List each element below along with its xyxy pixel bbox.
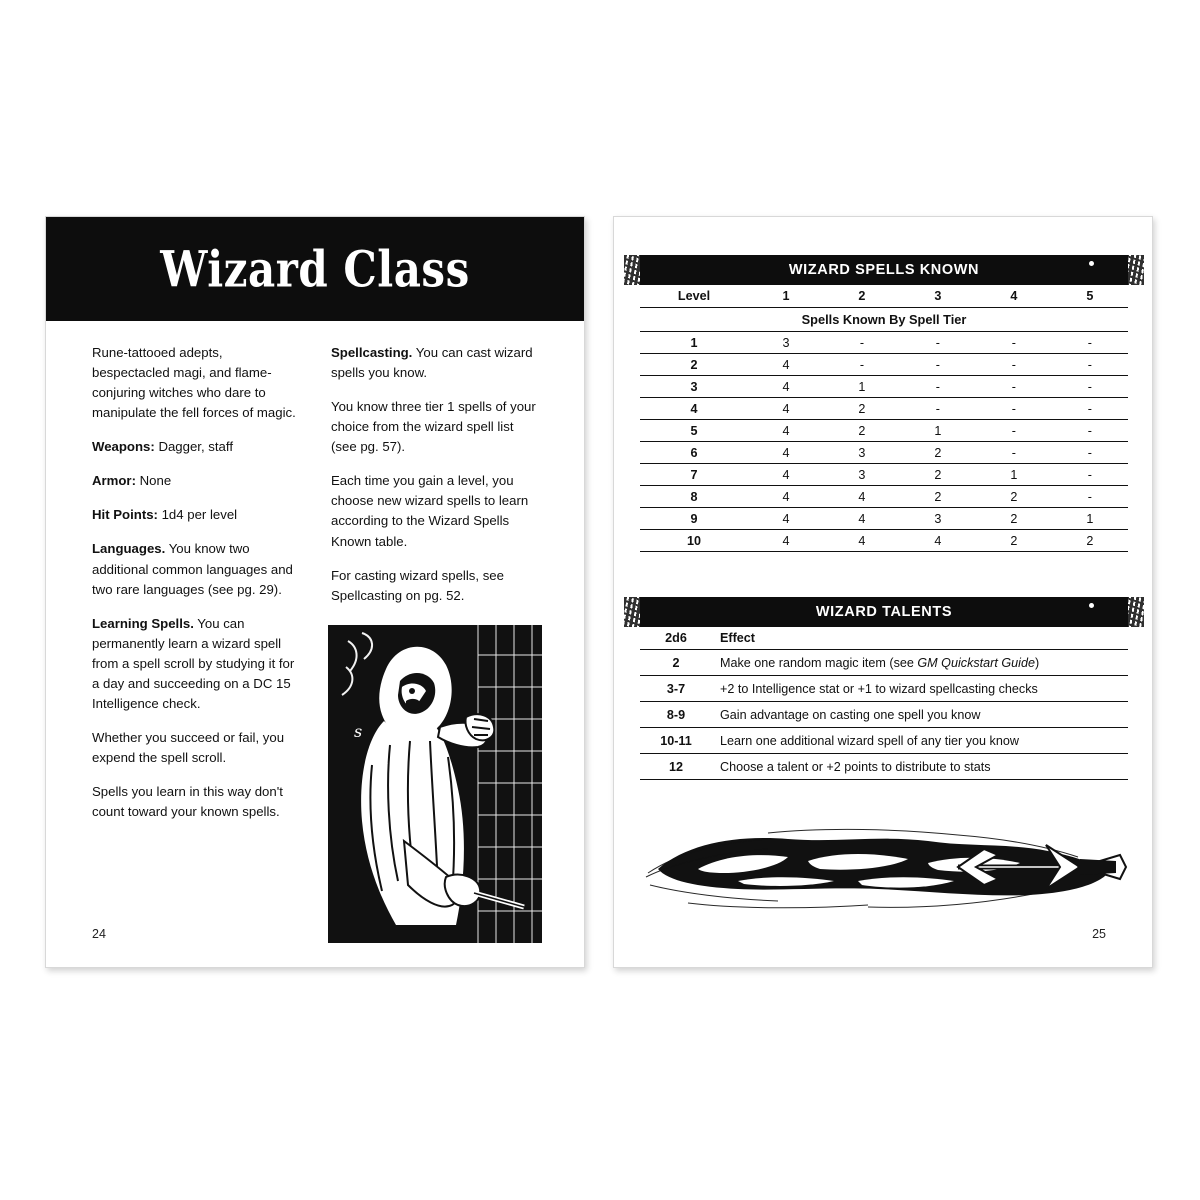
cell-tier2: 3 (824, 442, 900, 464)
cell-level: 6 (640, 442, 748, 464)
hit-points-value: 1d4 per level (157, 507, 238, 523)
cell-tier2: 4 (824, 508, 900, 530)
scroll-expend-paragraph: Whether you succeed or fail, you expend the spell scroll. (92, 729, 285, 765)
table-row (640, 754, 1128, 780)
cell-tier2: 4 (824, 486, 900, 508)
cell-tier1: 4 (748, 486, 824, 508)
page-number-right: 25 (1092, 927, 1106, 941)
cell-effect: Make one random magic item (see GM Quickstart Guide) (712, 650, 1128, 676)
armor-line (92, 471, 303, 491)
cell-roll: 2 (640, 650, 712, 676)
cell-tier1: 4 (748, 354, 824, 376)
cell-tier4: - (976, 354, 1052, 376)
spells-known-table (640, 285, 1128, 552)
spellcasting-label: Spellcasting. (331, 345, 413, 360)
learning-spells-label: Learning Spells. (92, 615, 194, 631)
cell-tier2: 4 (824, 530, 900, 552)
table-row (640, 464, 1128, 486)
table-row (640, 420, 1128, 442)
left-page (45, 216, 585, 968)
spells-table-head-row (640, 285, 1128, 308)
cell-tier5: - (1052, 464, 1128, 486)
cell-tier2: - (824, 354, 900, 376)
cell-tier1: 4 (748, 508, 824, 530)
svg-text:s: s (380, 756, 389, 775)
col-tier-5: 5 (1052, 285, 1128, 308)
cell-tier5: - (1052, 486, 1128, 508)
cell-tier3: 2 (900, 464, 976, 486)
cell-tier4: - (976, 442, 1052, 464)
cell-level: 3 (640, 376, 748, 398)
col-tier-1: 1 (748, 285, 824, 308)
table-row (640, 728, 1128, 754)
cell-tier3: 3 (900, 508, 976, 530)
cell-tier4: - (976, 420, 1052, 442)
table-row (640, 650, 1128, 676)
cell-tier5: - (1052, 420, 1128, 442)
header-left-ink-edge (624, 597, 652, 627)
cell-tier1: 4 (748, 464, 824, 486)
cell-tier3: 2 (900, 442, 976, 464)
talents-table-head-row (640, 627, 1128, 650)
cell-tier1: 4 (748, 442, 824, 464)
wizard-woodcut-illustration (328, 625, 542, 943)
header-spark-dot (1089, 603, 1094, 608)
hit-points-line (92, 505, 303, 525)
cell-tier5: 1 (1052, 508, 1128, 530)
cell-roll: 12 (640, 754, 712, 780)
table-row (640, 442, 1128, 464)
cell-tier4: 2 (976, 486, 1052, 508)
table-row (640, 530, 1128, 552)
cell-tier5: - (1052, 332, 1128, 354)
table-row (640, 508, 1128, 530)
cell-level: 1 (640, 332, 748, 354)
cell-tier2: - (824, 332, 900, 354)
table-row (640, 486, 1128, 508)
cell-tier2: 2 (824, 420, 900, 442)
wizard-talents-block (640, 597, 1128, 780)
cell-tier1: 3 (748, 332, 824, 354)
gm-guide-reference: GM Quickstart Guide (917, 655, 1035, 670)
weapons-line (92, 437, 303, 457)
cell-tier4: - (976, 376, 1052, 398)
cell-tier5: - (1052, 442, 1128, 464)
cell-level: 8 (640, 486, 748, 508)
known-spells-paragraph: Spells you learn in this way don't count toward your known spells. (92, 784, 283, 820)
languages-value: You know two additional common languages and two rare languages (see pg. 29). (92, 541, 293, 597)
cell-tier3: - (900, 354, 976, 376)
cell-tier3: 1 (900, 420, 976, 442)
cell-tier5: - (1052, 376, 1128, 398)
cell-level: 4 (640, 398, 748, 420)
wizard-talents-table (640, 627, 1128, 780)
cell-tier3: 2 (900, 486, 976, 508)
cell-level: 7 (640, 464, 748, 486)
cell-tier3: 4 (900, 530, 976, 552)
cell-tier1: 4 (748, 398, 824, 420)
languages-label: Languages. (92, 541, 166, 557)
spells-table-title: WIZARD SPELLS KNOWN (788, 262, 980, 278)
table-row (640, 676, 1128, 702)
cell-level: 9 (640, 508, 748, 530)
cell-tier2: 1 (824, 376, 900, 398)
cell-tier1: 4 (748, 530, 824, 552)
cell-tier4: - (976, 398, 1052, 420)
cell-effect: +2 to Intelligence stat or +1 to wizard spellcasting checks (712, 676, 1128, 702)
spellcasting-value: You can cast wizard spells you know. (331, 345, 533, 381)
cell-tier5: - (1052, 398, 1128, 420)
column-left (92, 343, 303, 836)
col-level: Level (640, 285, 748, 308)
level-up-paragraph: Each time you gain a level, you choose new wizard spells to learn according to the Wizard Spells Known table. (331, 473, 529, 549)
cell-tier1: 4 (748, 376, 824, 398)
col-tier-4: 4 (976, 285, 1052, 308)
intro-paragraph: Rune-tattooed adepts, bespectacled magi, and flame-conjuring witches who dare to manipulate the fell forces of magic. (92, 345, 296, 421)
table-row (640, 354, 1128, 376)
cell-tier4: 2 (976, 530, 1052, 552)
tier1-spells-paragraph: You know three tier 1 spells of your choice from the wizard spell list (see pg. 57). (331, 399, 536, 455)
cell-tier4: 2 (976, 508, 1052, 530)
weapons-value: Dagger, staff (154, 439, 233, 455)
header-spark-dot (1089, 261, 1094, 266)
cell-roll: 3-7 (640, 676, 712, 702)
cell-tier2: 2 (824, 398, 900, 420)
cell-tier1: 4 (748, 420, 824, 442)
cell-roll: 8-9 (640, 702, 712, 728)
cell-level: 10 (640, 530, 748, 552)
right-page (613, 216, 1153, 968)
cell-effect: Learn one additional wizard spell of any tier you know (712, 728, 1128, 754)
cell-tier3: - (900, 332, 976, 354)
learning-spells-value: You can permanently learn a wizard spell from a spell scroll by studying it for a day and succeeding on a DC 15 Intelligence check. (92, 615, 295, 711)
table-row (640, 398, 1128, 420)
flaming-arrow-illustration (628, 777, 1140, 937)
spells-table-subtitle-row (640, 308, 1128, 332)
header-left-ink-edge (624, 255, 652, 285)
page-number-left: 24 (92, 927, 106, 941)
table-row (640, 376, 1128, 398)
table-row (640, 332, 1128, 354)
cell-tier4: 1 (976, 464, 1052, 486)
cell-tier3: - (900, 376, 976, 398)
armor-value: None (135, 473, 172, 489)
cell-effect: Gain advantage on casting one spell you know (712, 702, 1128, 728)
page-title: Wizard Class (160, 240, 470, 298)
wizard-spells-known-block (640, 255, 1128, 552)
weapons-label: Weapons: (92, 439, 155, 455)
header-right-ink-edge (1116, 255, 1144, 285)
cell-tier5: 2 (1052, 530, 1128, 552)
cell-level: 5 (640, 420, 748, 442)
col-tier-2: 2 (824, 285, 900, 308)
spellcasting-line (331, 343, 542, 383)
cell-tier2: 3 (824, 464, 900, 486)
col-tier-3: 3 (900, 285, 976, 308)
svg-text:s: s (368, 738, 377, 757)
cell-tier3: - (900, 398, 976, 420)
talents-table-header (640, 597, 1128, 627)
cell-tier4: - (976, 332, 1052, 354)
spells-table-header (640, 255, 1128, 285)
learning-spells-line (92, 614, 303, 714)
table-row (640, 702, 1128, 728)
cell-effect: Choose a talent or +2 points to distribute to stats (712, 754, 1128, 780)
svg-text:s: s (354, 722, 363, 741)
hit-points-label: Hit Points: (92, 507, 158, 523)
spells-table-subtitle: Spells Known By Spell Tier (640, 308, 1128, 332)
casting-reference-paragraph: For casting wizard spells, see Spellcasting on pg. 52. (331, 567, 504, 603)
page-title-band (46, 217, 584, 321)
armor-label: Armor: (92, 473, 136, 489)
header-right-ink-edge (1116, 597, 1144, 627)
col-effect: Effect (712, 627, 1128, 650)
cell-roll: 10-11 (640, 728, 712, 754)
col-2d6: 2d6 (640, 627, 712, 650)
cell-tier5: - (1052, 354, 1128, 376)
cell-level: 2 (640, 354, 748, 376)
languages-line (92, 539, 303, 599)
talents-table-title: WIZARD TALENTS (815, 604, 953, 620)
